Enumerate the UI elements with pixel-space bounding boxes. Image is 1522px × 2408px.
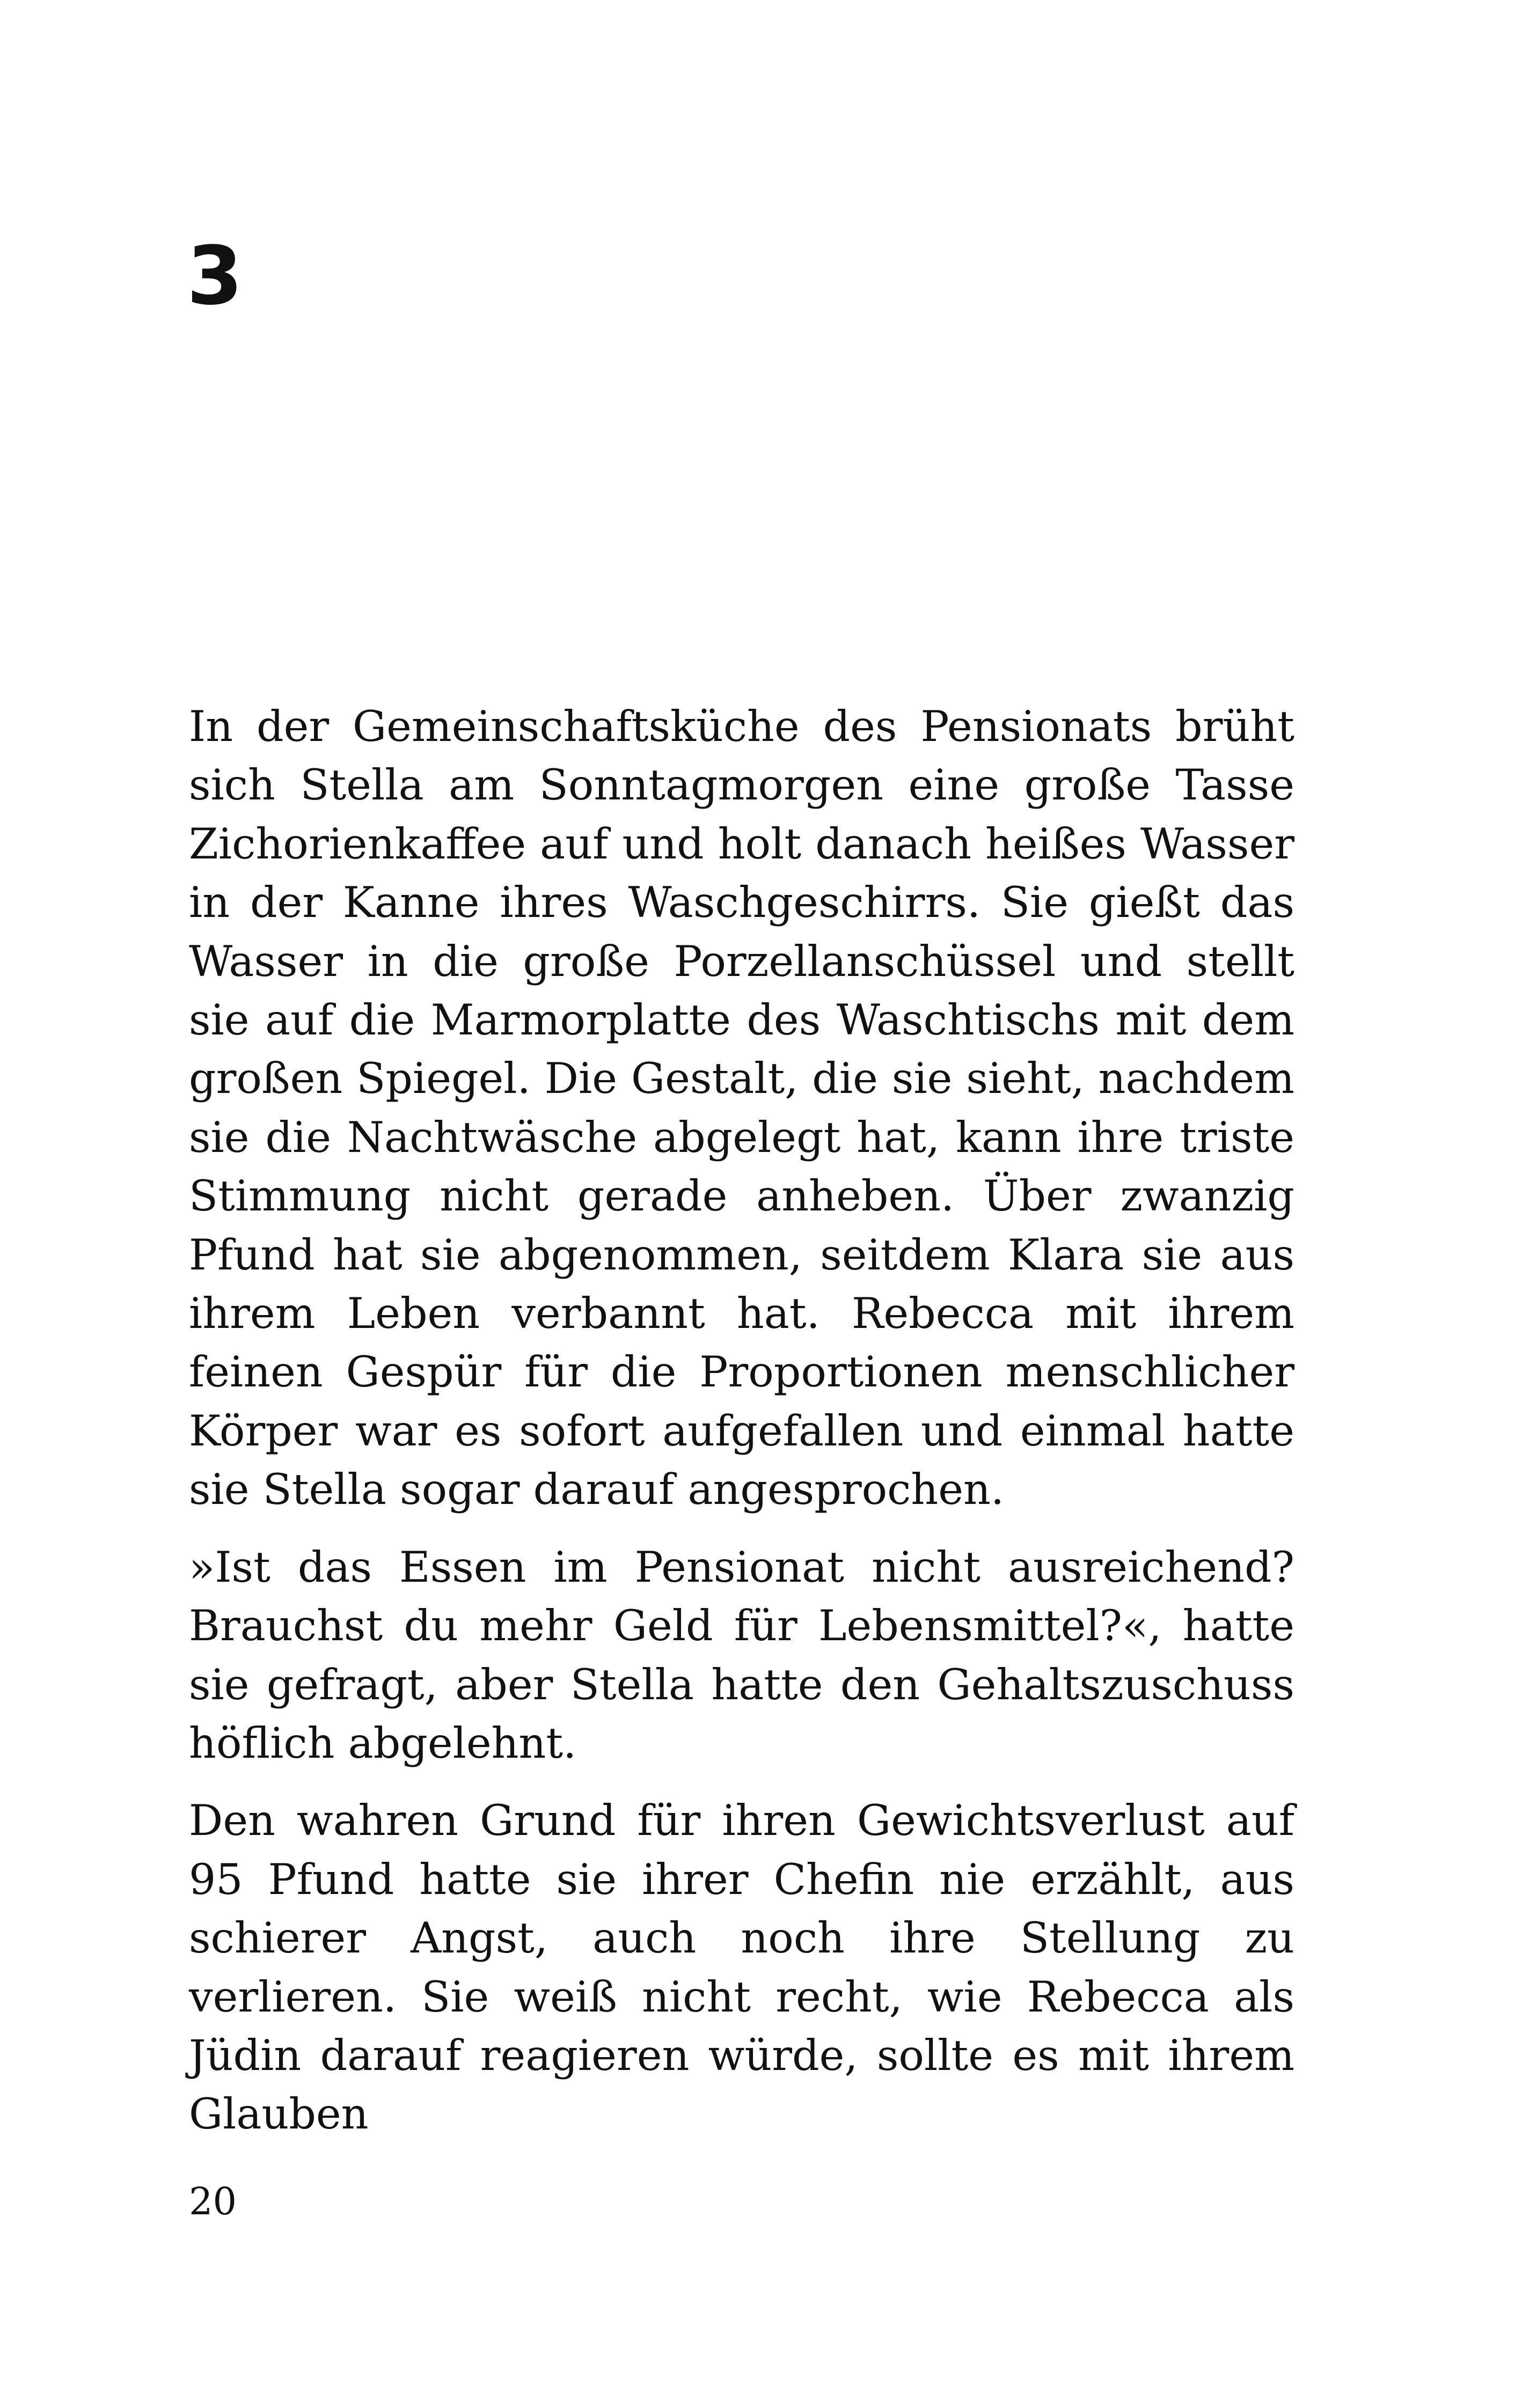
paragraph: Den wahren Grund für ihren Gewichtsverlust auf 95 Pfund hatte sie ihrer Chefin nie erzählt, aus schierer Angst, auch noch ihre Stellung zu verlieren. Sie weiß nicht recht, wie Rebecca als Jüdin darauf reagieren würde, sollte es mit ihrem Glauben <box>189 1796 1294 2139</box>
page-number: 20 <box>189 2179 237 2223</box>
chapter-number: 3 <box>187 230 243 323</box>
body-text <box>189 698 1294 2144</box>
paragraph: In der Gemeinschaftsküche des Pensionats brüht sich Stella am Sonntagmorgen eine große Tasse Zichorienkaffee auf und holt danach heißes Wasser in der Kanne ihres Waschgeschirrs. Sie gießt das Wasser in die große Porzellanschüssel und stellt sie auf die Marmorplatte des Waschtischs mit dem großen Spiegel. Die Gestalt, die sie sieht, nachdem sie die Nachtwäsche abgelegt hat, kann ihre triste Stimmung nicht gerade anheben. Über zwanzig Pfund hat sie abgenommen, seitdem Klara sie aus ihrem Leben verbannt hat. Rebecca mit ihrem feinen Gespür für die Proportionen menschlicher Körper war es sofort aufgefallen und einmal hatte sie Stella sogar darauf angesprochen. <box>189 702 1294 1515</box>
paragraph: »Ist das Essen im Pensionat nicht ausreichend? Brauchst du mehr Geld für Lebensmittel?«, hatte sie gefragt, aber Stella hatte den Gehaltszuschuss höflich abgelehnt. <box>189 1542 1294 1768</box>
